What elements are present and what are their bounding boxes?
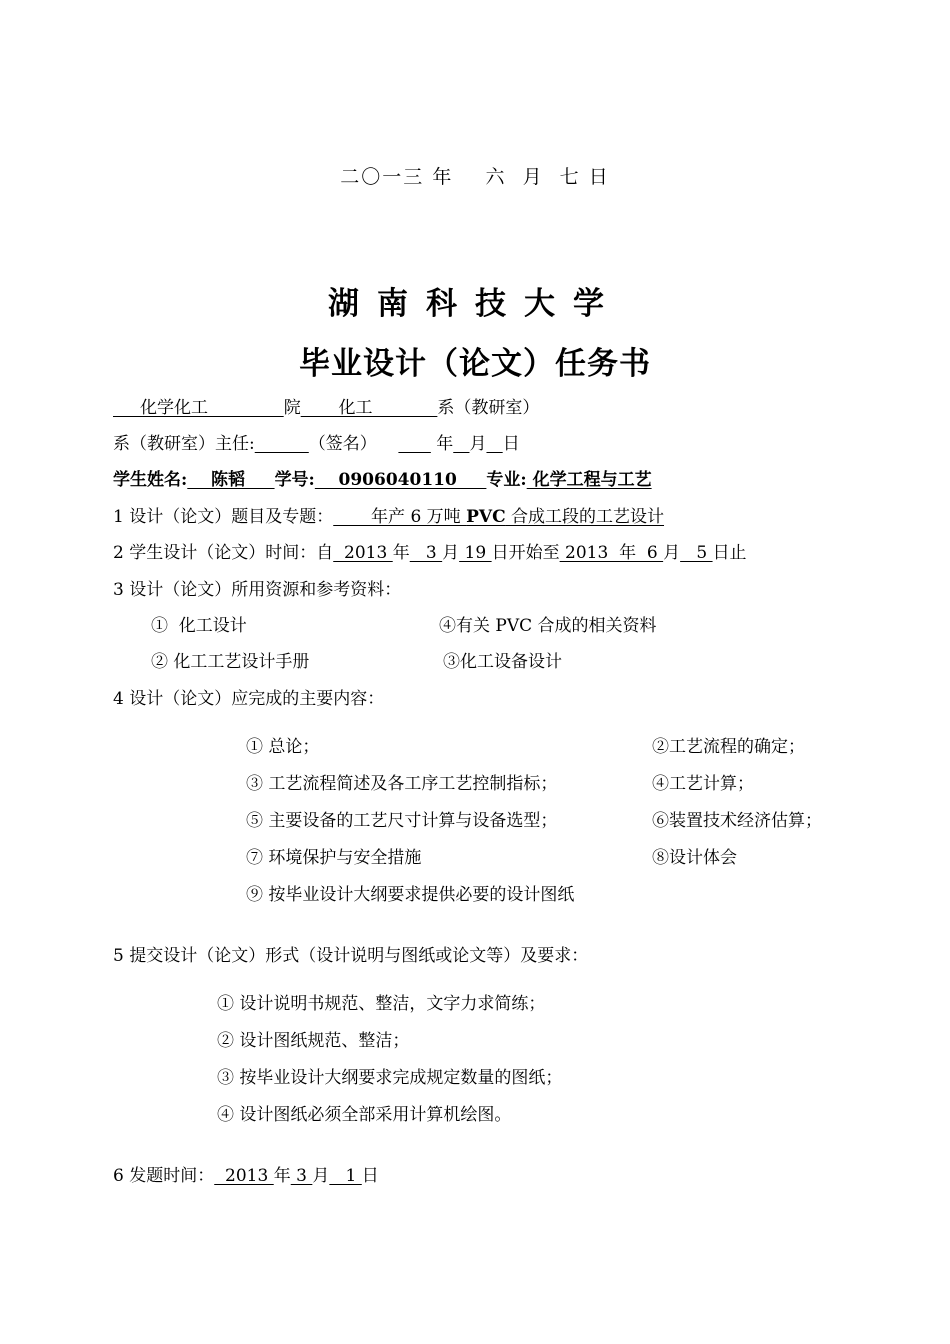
topic-value-bold: PVC [466,507,506,527]
start-day: 19 [459,543,492,563]
header-date: 二〇一三 年 六 月 七 日 [340,166,610,188]
day-label: 日 [502,434,520,454]
sign-label: （签名） [308,434,399,454]
topic-value-post: 合成工段的工艺设计 [505,507,665,527]
content-label: 4 设计（论文）应完成的主要内容： [113,689,385,709]
start-month: 3 [409,543,443,563]
year-text: 年 [392,543,410,563]
content-item-4: ④工艺计算； [652,774,754,794]
start-year: 2013 [333,543,393,563]
dept-line [113,397,539,419]
start-to-text: 日开始至 [491,543,560,563]
content-item-2: ②工艺流程的确定； [652,737,805,757]
content-item-7: ⑦ 环境保护与安全措施 [246,848,422,868]
time-line [113,542,747,564]
student-line [113,469,652,491]
resource-item-4: ④有关 PVC 合成的相关资料 [439,616,657,636]
end-year-month: 2013 年 6 [559,543,664,563]
resource-item-1: ① 化工设计 [151,616,247,636]
resource-item-2: ② 化工工艺设计手册 [151,652,310,672]
document-title: 毕业设计（论文）任务书 [299,346,651,382]
submit-item-1: ① 设计说明书规范、整洁，文字力求简练； [217,994,546,1014]
resource-item-3: ③化工设备设计 [443,652,562,672]
student-id-value: 0906040110 [314,470,487,490]
director-label: 系（教研室）主任: [113,434,255,454]
issue-year: 2013 [214,1166,274,1186]
major-label: 专业: [486,470,527,490]
topic-value [333,507,664,527]
issue-day-text: 日 [361,1166,379,1186]
month-text: 月 [442,543,460,563]
content-item-1: ① 总论； [246,737,320,757]
major-value: 化学工程与工艺 [526,470,652,490]
month-field [453,434,469,454]
dept-field: 化工 [300,398,438,418]
issue-year-text: 年 [273,1166,291,1186]
college-suffix: 院 [283,398,301,418]
topic-value-pre: 年产 6 万吨 [333,507,467,527]
issue-label: 6 发题时间： [113,1166,215,1186]
content-item-6: ⑥装置技术经济估算； [652,811,822,831]
submit-label: 5 提交设计（论文）形式（设计说明与图纸或论文等）及要求： [113,946,589,966]
submit-item-2: ② 设计图纸规范、整洁； [217,1031,410,1051]
topic-line [113,506,664,528]
resources-label: 3 设计（论文）所用资源和参考资料： [113,580,402,600]
year-label: 年 [430,434,454,454]
content-item-3: ③ 工艺流程简述及各工序工艺控制指标； [246,774,558,794]
day-field [486,434,502,454]
student-name-label: 学生姓名: [113,470,188,490]
end-text: 日止 [712,543,747,563]
content-item-5: ⑤ 主要设备的工艺尺寸计算与设备选型； [246,811,558,831]
director-line [113,433,520,455]
time-label: 2 学生设计（论文）时间：自 [113,543,334,563]
issue-month-text: 月 [312,1166,330,1186]
year-field [398,434,430,454]
submit-item-4: ④ 设计图纸必须全部采用计算机绘图。 [217,1105,512,1125]
content-item-9: ⑨ 按毕业设计大纲要求提供必要的设计图纸 [246,885,575,905]
college-field: 化学化工 [113,398,284,418]
student-id-label: 学号: [274,470,315,490]
issue-line [113,1165,379,1187]
content-item-8: ⑧设计体会 [652,848,737,868]
director-sign-field [255,434,309,454]
end-day: 5 [680,543,713,563]
dept-suffix: 系（教研室） [437,398,540,418]
submit-item-3: ③ 按毕业设计大纲要求完成规定数量的图纸； [217,1068,563,1088]
issue-day: 1 [329,1166,362,1186]
end-month-text: 月 [663,543,681,563]
issue-month: 3 [290,1166,313,1186]
university-name: 湖南科技大学 [328,286,622,322]
student-name-value: 陈韬 [187,470,275,490]
topic-label: 1 设计（论文）题目及专题： [113,507,334,527]
month-label: 月 [469,434,487,454]
